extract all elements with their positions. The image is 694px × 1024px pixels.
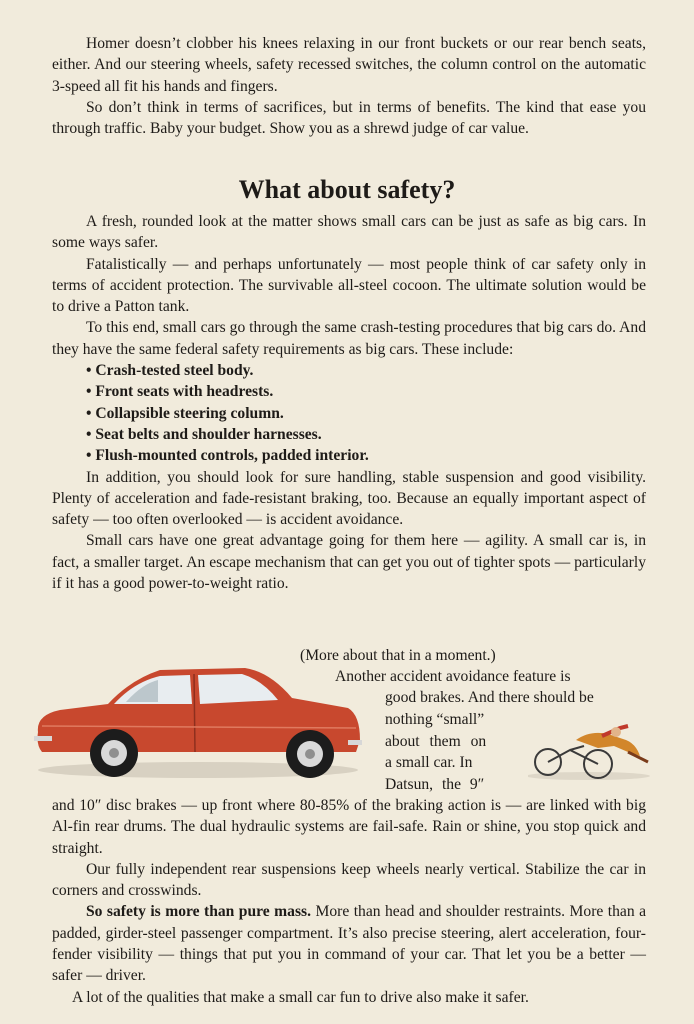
wrap-line-2: good brakes. And there should be (385, 689, 594, 706)
body-paragraph-7: Our fully independent rear suspensions keep wheels nearly vertical. Stabilize the car in corners and crosswinds. (52, 860, 646, 900)
safety-features-list (52, 360, 646, 466)
wrap-line-5: a small car. In (385, 754, 473, 771)
closing-paragraph: A lot of the qualities that make a small car fun to drive also make it safer. (72, 988, 529, 1006)
body-paragraph-2: Fatalistically — and perhaps unfortunately — most people think of car safety only in terms of accident protection. The survivable all-steel cocoon. The ultimate solution would be to drive a Patton tank. (52, 255, 646, 316)
list-item: • Crash-tested steel body. (86, 360, 646, 381)
safety-lead-text: So safety is more than pure mass. (86, 903, 311, 921)
wrap-line-6: Datsun, the 9″ (385, 776, 485, 793)
body-paragraph-1: A fresh, rounded look at the matter shows small cars can be just as safe as big cars. In some ways safer. (52, 213, 646, 252)
body-paragraph-8 (52, 901, 646, 986)
intro-paragraph-2: So don’t think in terms of sacrifices, but in terms of benefits. The kind that ease you through traffic. Baby your budget. Show you as a shrewd judge of car value. (52, 98, 646, 138)
aside-line: (More about that in a moment.) (300, 647, 496, 664)
wrap-line-1: Another accident avoidance feature is (335, 668, 571, 685)
intro-paragraph-1: Homer doesn’t clobber his knees relaxing in our front buckets or our rear bench seats, either. And our steering wheels, safety recessed switches, the column control on the automatic 3-speed all fit his hands and fingers. (52, 35, 646, 95)
safety-rest-text: More than head and shoulder restraints. More than a padded, girder-steel passenger compartment. It’s also precise steering, alert acceleration, four-fender visibility — things that put you in command of your car. That let you be a better — safer — driver. (52, 903, 647, 985)
list-item: • Front seats with headrests. (86, 381, 646, 402)
body-paragraph-6: and 10″ disc brakes — up front where 80-85% of the braking action is — are linked with big Al-fin rear drums. The dual hydraulic systems are fail-safe. Rain or shine, you stop quick and straight. (52, 797, 646, 857)
body-section-1 (52, 211, 646, 594)
list-item: • Collapsible steering column. (86, 403, 646, 424)
list-item: • Seat belts and shoulder harnesses. (86, 424, 646, 445)
body-paragraph-4: In addition, you should look for sure handling, stable suspension and good visibility. Plenty of acceleration and fade-resistant braking, too. Because an equally important aspect of safety — too often overlooked — is accident avoidance. (52, 468, 646, 529)
body-paragraph-3: To this end, small cars go through the same crash-testing procedures that big cars do. And they have the same federal safety requirements as big cars. These include: (52, 319, 646, 358)
body-section-2 (52, 795, 646, 1008)
list-item: • Flush-mounted controls, padded interior. (86, 445, 646, 466)
fallen-cyclist-illustration (528, 722, 658, 782)
wrap-line-4: about them on (385, 733, 487, 750)
body-paragraph-5: Small cars have one great advantage going for them here — agility. A small car is, in fact, a smaller target. An escape mechanism that can get you out of tighter spots — particularly if it has a good power-to-weight ratio. (52, 532, 646, 593)
intro-section (52, 33, 646, 139)
red-sedan-illustration (30, 660, 365, 785)
section-heading: What about safety? (238, 175, 456, 204)
wrap-line-3: nothing “small” (385, 711, 485, 728)
